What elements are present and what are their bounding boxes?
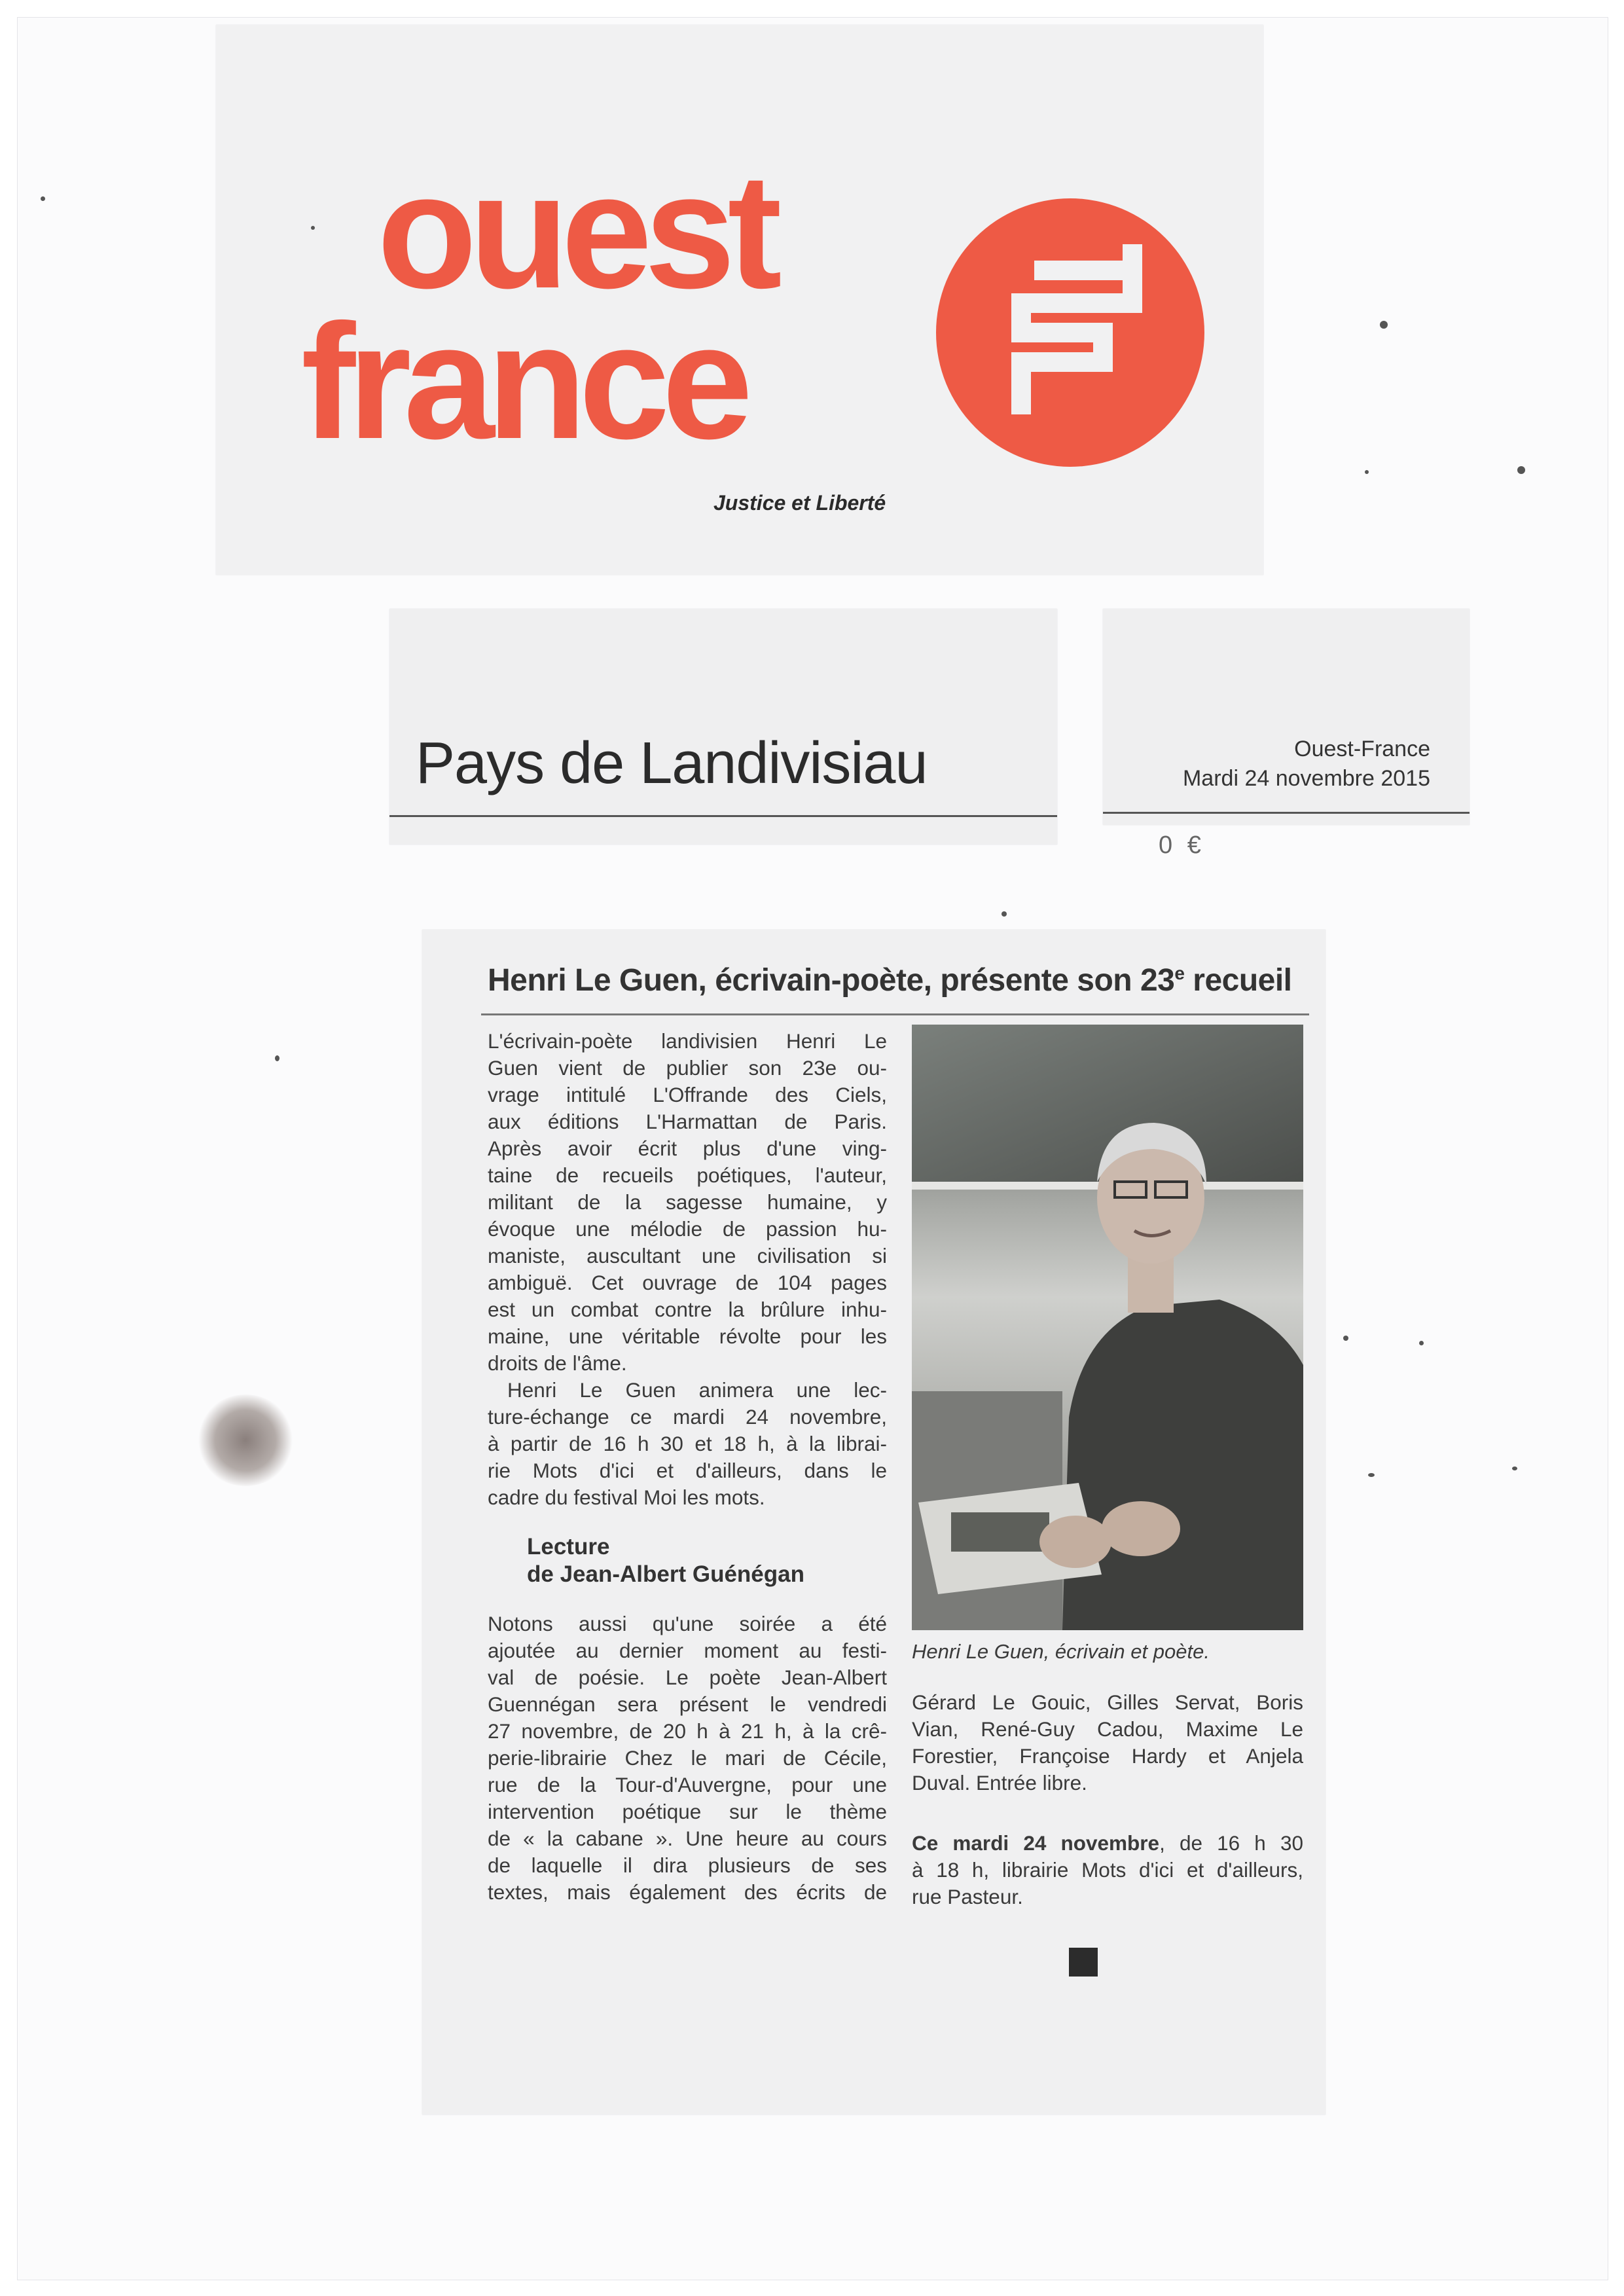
subhead-line: Lecture (527, 1534, 610, 1559)
article-column-right (912, 1689, 1303, 1796)
headline-superscript: e (1174, 963, 1185, 983)
text-line: L'écrivain-poète landivisien Henri Le (488, 1029, 887, 1053)
scan-speck (275, 1055, 280, 1061)
headline-text: Henri Le Guen, écrivain-poète, présente son 23 (488, 963, 1175, 998)
scan-speck (1368, 1473, 1375, 1477)
date-clipping (1103, 609, 1470, 825)
scan-speck (311, 226, 315, 230)
logo-tagline: Justice et Liberté (713, 491, 886, 515)
text-line: Henri Le Guen animera une lec- (507, 1378, 887, 1402)
text-line: perie-librairie Chez le mari de Cécile, (488, 1746, 887, 1770)
publication-date: Mardi 24 novembre 2015 (1182, 766, 1430, 791)
article-clipping (422, 930, 1326, 2115)
article-column-left-continued (488, 1611, 887, 1906)
portrait-photo-icon (912, 1025, 1303, 1630)
text-line: Vian, René-Guy Cadou, Maxime Le (912, 1717, 1303, 1741)
section-header-clipping (389, 609, 1057, 845)
text-line: droits de l'âme. (488, 1351, 627, 1375)
logo-clipping (216, 25, 1263, 575)
logo-word-france: france (301, 290, 746, 473)
text-line: textes, mais également des écrits de (488, 1880, 887, 1904)
logo-emblem (936, 198, 1204, 467)
text-line: rue Pasteur. (912, 1885, 1023, 1908)
text-line: Guen vient de publier son 23e ou- (488, 1056, 887, 1080)
text-line: ture-échange ce mardi 24 novembre, (488, 1405, 887, 1429)
article-photo (912, 1025, 1303, 1630)
article-subhead (527, 1533, 880, 1588)
text-line: maine, une véritable révolte pour les (488, 1324, 887, 1348)
text-line: Gérard Le Gouic, Gilles Servat, Boris (912, 1690, 1303, 1714)
headline-rule (481, 1013, 1309, 1015)
photo-caption: Henri Le Guen, écrivain et poète. (912, 1640, 1210, 1663)
text-line: Duval. Entrée libre. (912, 1771, 1087, 1795)
section-title: Pays de Landivisiau (416, 731, 928, 796)
article-headline (488, 962, 1292, 998)
text-line: cadre du festival Moi les mots. (488, 1485, 765, 1509)
text-line: 27 novembre, de 20 h à 21 h, à la crê- (488, 1719, 887, 1743)
event-info-bold: Ce mardi 24 novembre (912, 1831, 1160, 1855)
scan-speck (1380, 321, 1388, 329)
scan-smudge (196, 1394, 295, 1486)
text-line: Après avoir écrit plus d'une ving- (488, 1137, 887, 1160)
text-line: de « la cabane ». Une heure au cours (488, 1827, 887, 1850)
scan-speck (1512, 1467, 1517, 1470)
scan-speck (1001, 911, 1007, 917)
text-line: intervention poétique sur le thème (488, 1800, 887, 1823)
scan-speck (1343, 1336, 1348, 1341)
text-line (912, 1830, 1303, 1857)
text-line: ambiguë. Cet ouvrage de 104 pages (488, 1271, 887, 1294)
text-line: ajoutée au dernier moment au festi- (488, 1639, 887, 1662)
text-line: est un combat contre la brûlure inhu- (488, 1298, 887, 1321)
text-line: Notons aussi qu'une soirée a été (488, 1612, 887, 1635)
scan-speck (1517, 466, 1525, 474)
text-line: maniste, auscultant une civilisation si (488, 1244, 887, 1267)
date-rule (1103, 812, 1470, 814)
text-line: militant de la sagesse humaine, y (488, 1190, 887, 1214)
text-line: aux éditions L'Harmattan de Paris. (488, 1110, 887, 1133)
headline-end: recueil (1184, 963, 1292, 998)
publication-name: Ouest-France (1294, 737, 1430, 761)
text-line: rue de la Tour-d'Auvergne, pour une (488, 1773, 887, 1796)
article-column-left (488, 1028, 887, 1511)
text-line: taine de recueils poétiques, l'auteur, (488, 1163, 887, 1187)
text-line: de laquelle il dira plusieurs de ses (488, 1853, 887, 1877)
event-info-text: , de 16 h 30 (1159, 1831, 1304, 1855)
section-rule (389, 815, 1057, 817)
scan-speck (41, 196, 45, 201)
text-line: Guennégan sera présent le vendredi (488, 1692, 887, 1716)
text-line: à partir de 16 h 30 et 18 h, à la librai- (488, 1432, 887, 1455)
text-line: évoque une mélodie de passion hu- (488, 1217, 887, 1241)
text-line: vrage intitulé L'Offrande des Ciels, (488, 1083, 887, 1106)
logo-word-ouest: ouest (377, 139, 774, 322)
subhead-line: de Jean-Albert Guénégan (527, 1561, 804, 1587)
price-mark: 0 € (1159, 831, 1205, 859)
scan-speck (1419, 1341, 1424, 1345)
event-info (912, 1830, 1303, 1910)
text-line: val de poésie. Le poète Jean-Albert (488, 1666, 887, 1689)
text-line: rie Mots d'ici et d'ailleurs, dans le (488, 1459, 887, 1482)
logo-emblem-icon (936, 198, 1204, 467)
scan-speck (1365, 470, 1369, 474)
article-end-mark (1069, 1948, 1098, 1977)
text-line: Forestier, Françoise Hardy et Anjela (912, 1744, 1303, 1768)
text-line: à 18 h, librairie Mots d'ici et d'ailleurs, (912, 1858, 1303, 1882)
